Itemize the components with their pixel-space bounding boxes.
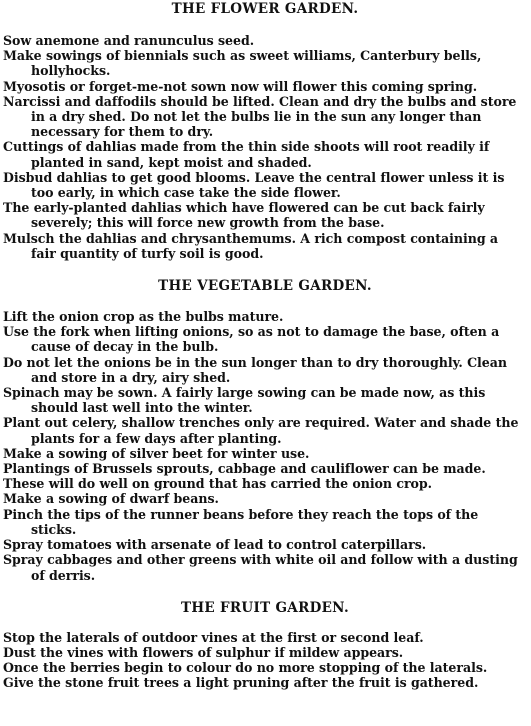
list-item: Make a sowing of dwarf beans. — [3, 491, 219, 507]
list-item: Make a sowing of silver beet for winter use. — [3, 445, 310, 461]
flower-garden-list — [3, 33, 527, 261]
list-item: Cuttings of dahlias made from the thin side shoots will root readily if planted in sand, kept moist and shaded. — [3, 139, 490, 170]
list-item: Narcissi and daffodils should be lifted. Clean and dry the bulbs and store in a dry shed. Do not let the bulbs lie in the sun any longer than necessary for them to dry. — [3, 93, 517, 140]
list-item: Make sowings of biennials such as sweet williams, Canterbury bells, hollyhocks. — [3, 48, 482, 79]
list-item: Myosotis or forget-me-not sown now will flower this coming spring. — [3, 78, 478, 94]
list-item: Plant out celery, shallow trenches only are required. Water and shade the plants for a few days after planting. — [3, 415, 519, 446]
fruit-garden-list — [3, 630, 527, 691]
flower-garden-heading: THE FLOWER GARDEN. — [171, 1, 359, 17]
vegetable-garden-list — [3, 309, 527, 583]
list-item: The early-planted dahlias which have flowered can be cut back fairly severely; this will force new growth from the base. — [3, 200, 485, 231]
list-item: Plantings of Brussels sprouts, cabbage and cauliflower can be made. — [3, 461, 486, 477]
list-item: Pinch the tips of the runner beans before they reach the tops of the sticks. — [3, 506, 479, 537]
list-item: Dust the vines with flowers of sulphur if mildew appears. — [3, 644, 404, 660]
list-item: Spinach may be sown. A fairly large sowing can be made now, as this should last well into the winter. — [3, 385, 486, 416]
list-item: Mulsch the dahlias and chrysanthemums. A rich compost containing a fair quantity of turfy soil is good. — [3, 230, 499, 261]
list-item: Sow anemone and ranunculus seed. — [3, 33, 255, 48]
fruit-garden-heading: THE FRUIT GARDEN. — [181, 599, 349, 616]
list-item: Disbud dahlias to get good blooms. Leave the central flower unless it is too early, in which case take the side flower. — [3, 169, 505, 201]
list-item: Once the berries begin to colour do no more stopping of the laterals. — [3, 660, 488, 676]
vegetable-garden-heading: THE VEGETABLE GARDEN. — [158, 278, 372, 295]
list-item: Spray cabbages and other greens with white oil and follow with a dusting of derris. — [3, 552, 518, 583]
list-item: Give the stone fruit trees a light pruning after the fruit is gathered. — [3, 675, 479, 691]
list-item: Stop the laterals of outdoor vines at the first or second leaf. — [3, 629, 424, 645]
list-item: Lift the onion crop as the bulbs mature. — [3, 309, 284, 325]
list-item: These will do well on ground that has carried the onion crop. — [3, 476, 432, 492]
list-item: Use the fork when lifting onions, so as not to damage the base, often a cause of decay in the bulb. — [3, 324, 500, 355]
list-item: Do not let the onions be in the sun longer than to dry thoroughly. Clean and store in a dry, airy shed. — [3, 354, 507, 385]
list-item: Spray tomatoes with arsenate of lead to control caterpillars. — [3, 537, 427, 553]
